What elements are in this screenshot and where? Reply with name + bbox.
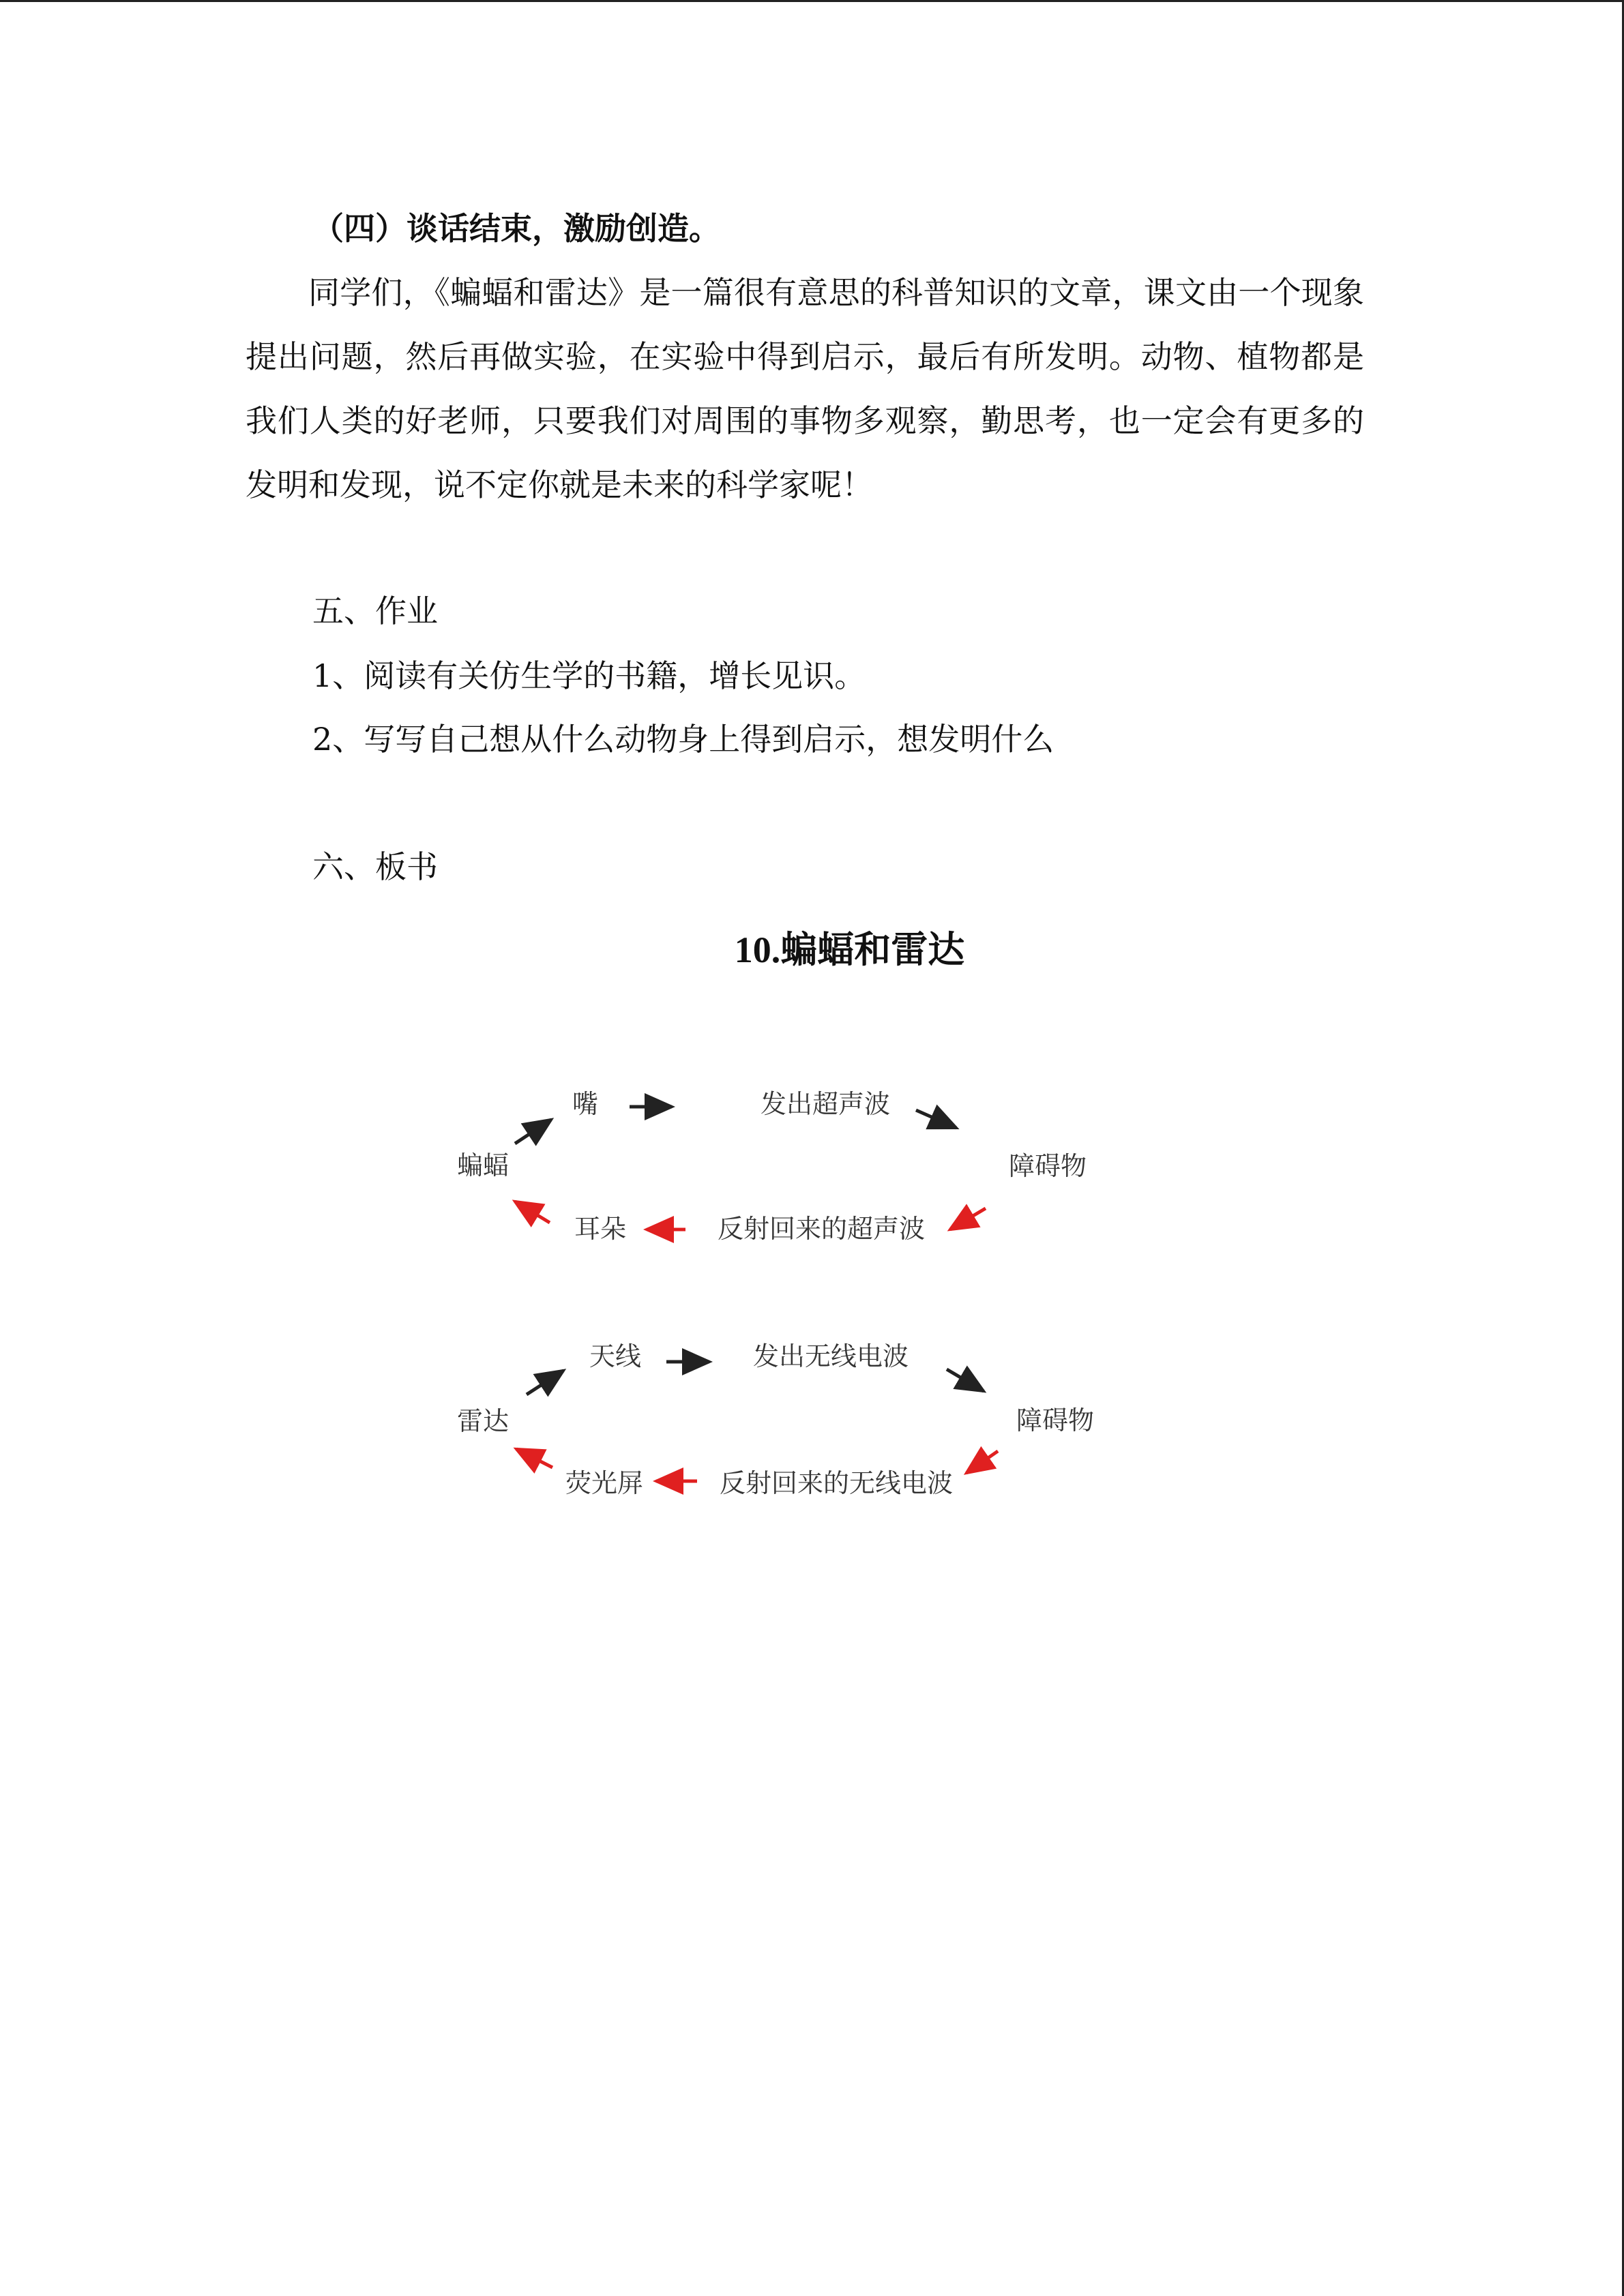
bat-arrow-start-to-emitter — [515, 1120, 551, 1144]
radar-reflect-label: 反射回来的无线电波 — [719, 1468, 954, 1498]
radar-arrow-emit-to-obstacle — [947, 1369, 984, 1391]
radar-receiver-label: 荧光屏 — [565, 1468, 644, 1498]
bat-receiver-label: 耳朵 — [574, 1214, 627, 1244]
radar-start-label: 雷达 — [456, 1406, 510, 1436]
bat-start-label: 蝙蝠 — [456, 1150, 510, 1180]
bat-arrow-receiver-to-start — [515, 1202, 550, 1223]
section-four-heading: （四）谈话结束，激励创造。 — [312, 210, 720, 247]
bat-emitter-label: 嘴 — [572, 1089, 599, 1119]
radar-obstacle-label: 障碍物 — [1016, 1405, 1095, 1435]
bat-obstacle-label: 障碍物 — [1008, 1151, 1087, 1181]
board-title: 10.蝙蝠和雷达 — [734, 929, 965, 970]
radar-emit-label: 发出无线电波 — [752, 1341, 909, 1371]
radar-arrow-receiver-to-start — [516, 1449, 552, 1467]
radar-cycle-diagram — [457, 1341, 1094, 1498]
bat-reflect-label: 反射回来的超声波 — [717, 1214, 926, 1244]
board-heading: 六、板书 — [312, 848, 438, 885]
bat-emit-label: 发出超声波 — [760, 1089, 891, 1119]
section-four-paragraph: 同学们，《蝙蝠和雷达》是一篇很有意思的科普知识的文章，课文由一个现象提出问题，然后再做实验，在实验中得到启示，最后有所发明。动物、植物都是我们人类的好老师，只要我们对周围的事物多观察，勤思考，也一定会有更多的发明和发现，说不定你就是未来的科学家呢！ — [246, 274, 1364, 503]
bat-arrow-obstacle-to-reflect — [950, 1208, 986, 1229]
bat-cycle-diagram — [457, 1089, 1087, 1244]
radar-arrow-start-to-emitter — [527, 1371, 563, 1395]
radar-emitter-label: 天线 — [589, 1341, 642, 1371]
homework-heading: 五、作业 — [312, 593, 438, 629]
homework-item-2: 2、写写自己想从什么动物身上得到启示，想发明什么 — [312, 721, 1054, 758]
bat-arrow-emit-to-obstacle — [916, 1110, 956, 1128]
homework-item-1: 1、阅读有关仿生学的书籍，增长见识。 — [312, 657, 866, 694]
radar-arrow-obstacle-to-reflect — [966, 1451, 998, 1473]
